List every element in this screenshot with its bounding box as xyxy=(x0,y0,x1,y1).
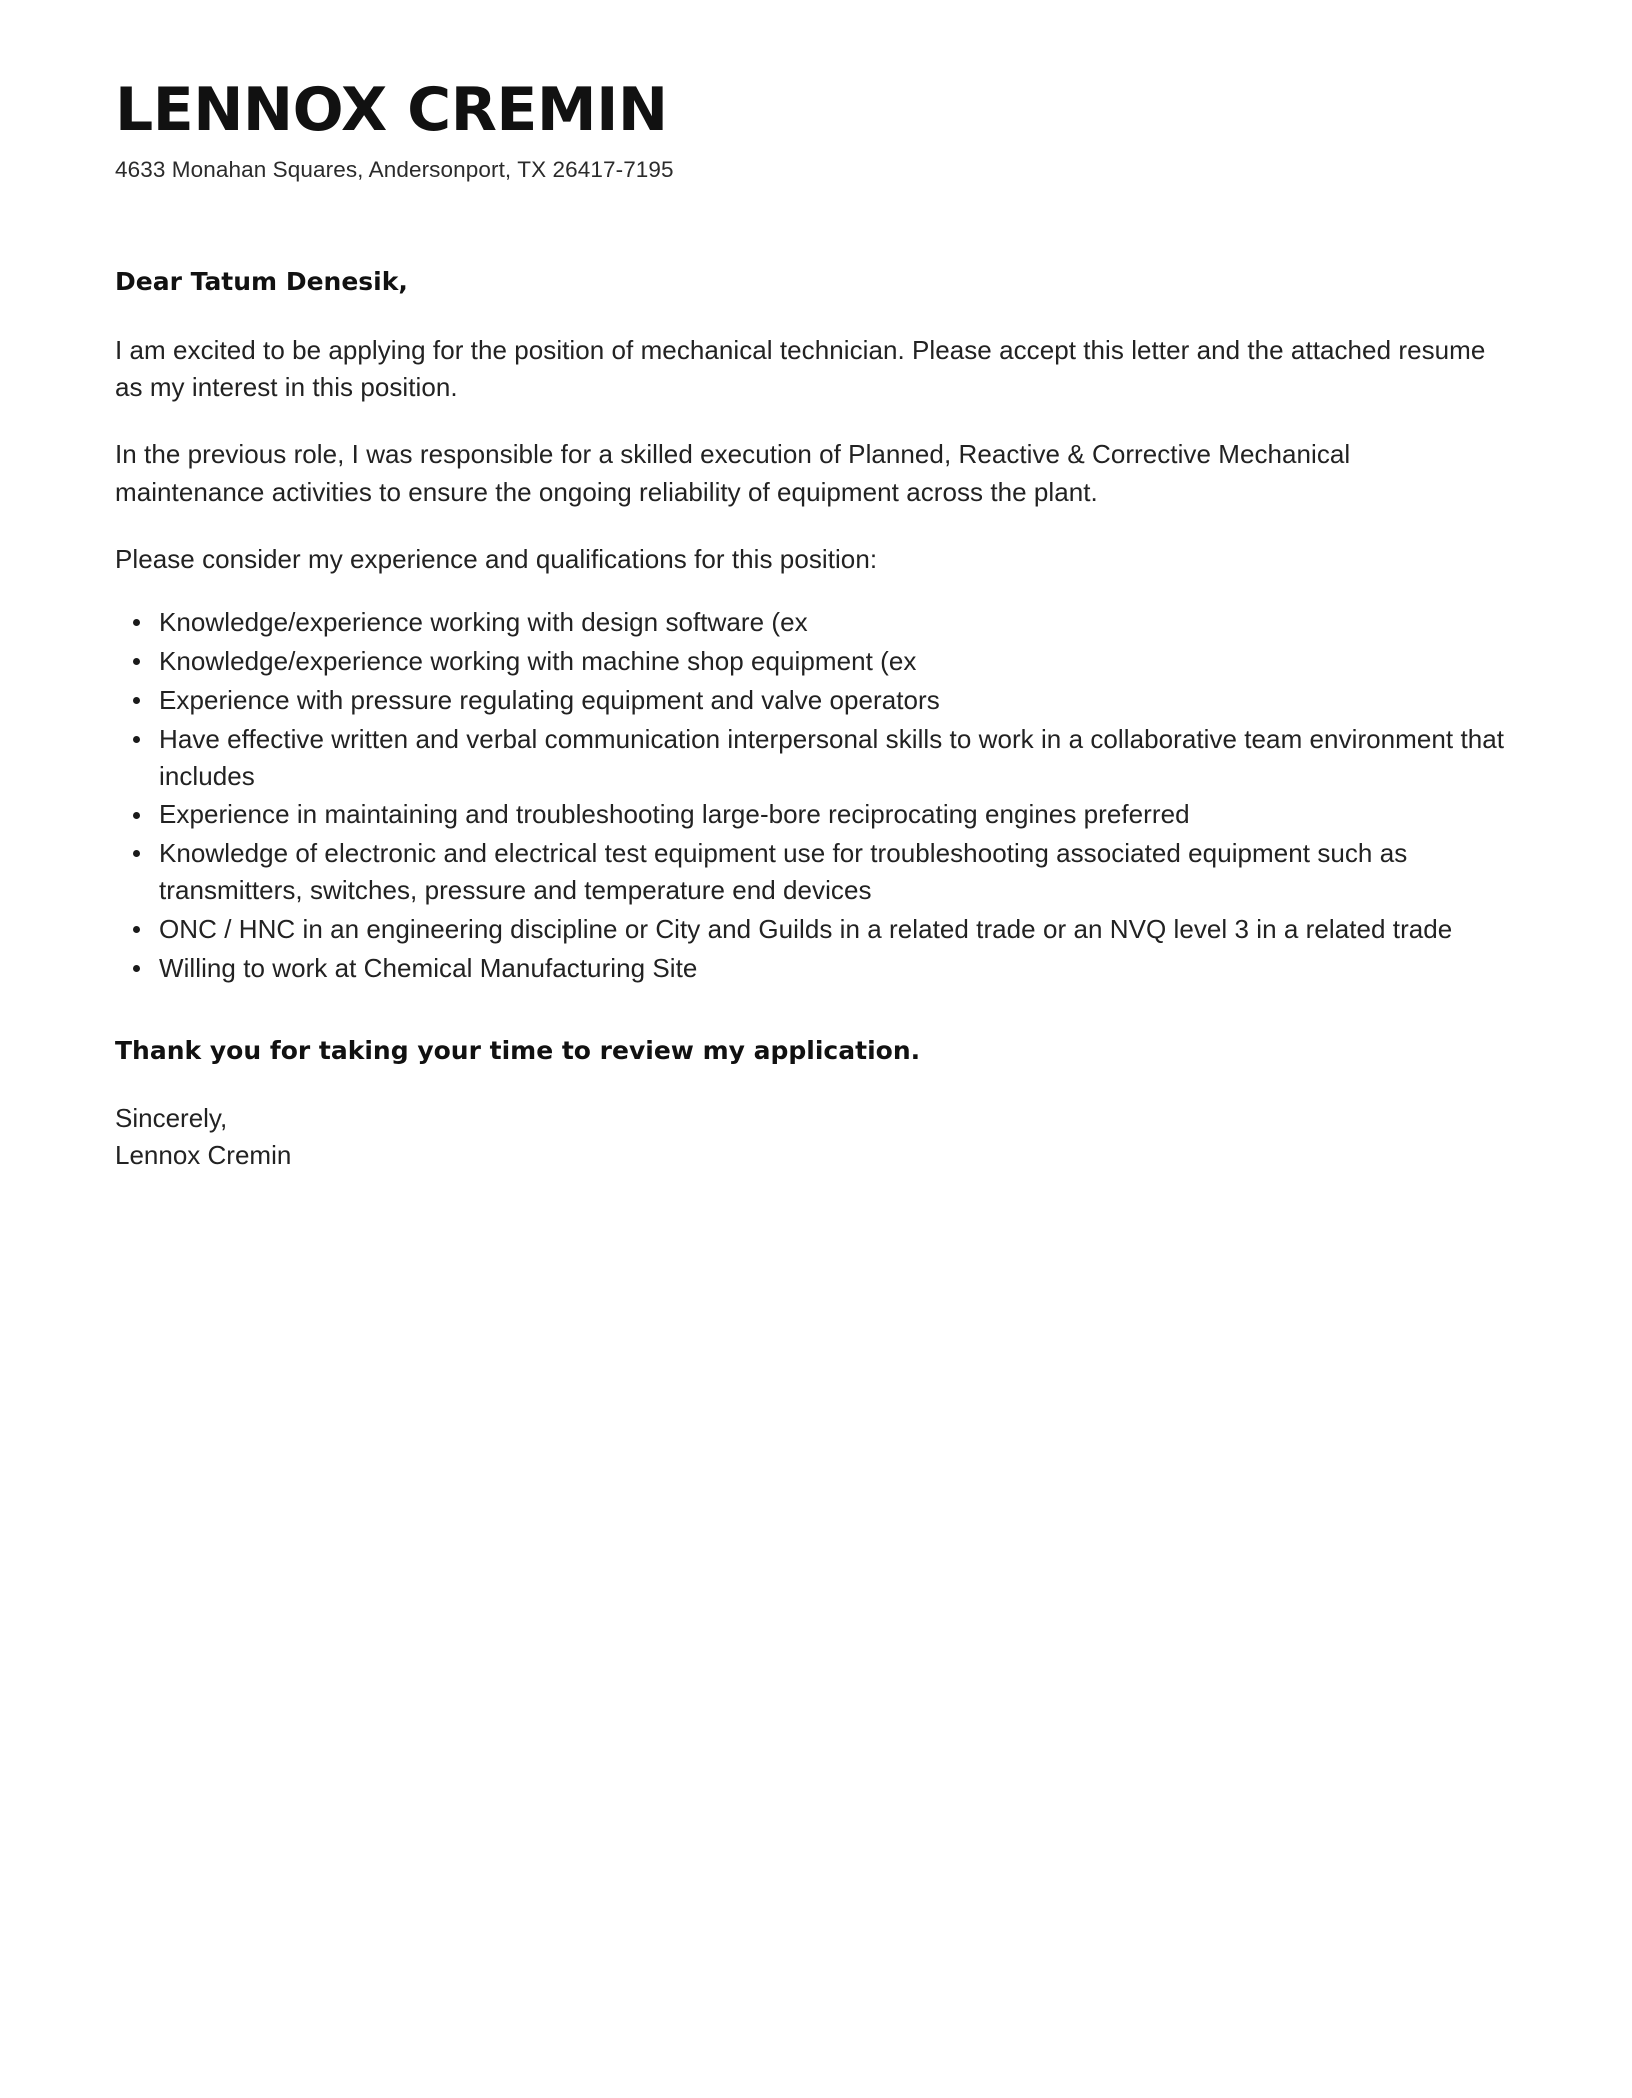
bullet-dot-icon xyxy=(133,736,140,743)
closing-thanks: Thank you for taking your time to review my application. xyxy=(115,1035,921,1065)
bullet-dot-icon xyxy=(133,697,140,704)
list-item-label: Experience with pressure regulating equipment and valve operators xyxy=(159,684,940,715)
list-item xyxy=(115,682,1505,719)
list-item xyxy=(115,911,1505,948)
list-item xyxy=(115,796,1505,833)
list-item-label: Knowledge/experience working with machine shop equipment (ex xyxy=(159,645,917,676)
body-paragraph-qualifications-intro: Please consider my experience and qualifications for this position: xyxy=(115,543,878,574)
bullet-dot-icon xyxy=(133,965,140,972)
qualifications-list xyxy=(115,604,1505,987)
candidate-name: LENNOX CREMIN xyxy=(115,75,668,145)
bullet-dot-icon xyxy=(133,850,140,857)
bullet-dot-icon xyxy=(133,619,140,626)
list-item-label: Experience in maintaining and troubleshooting large-bore reciprocating engines preferred xyxy=(159,799,1190,830)
list-item-label: Knowledge/experience working with design software (ex xyxy=(159,606,808,637)
salutation: Dear Tatum Denesik, xyxy=(115,267,408,297)
body-paragraph-experience: In the previous role, I was responsible for a skilled execution of Planned, Reactive & Corrective Mechanical maintenance activities to ensure the ongoing reliability of equipment across the plant. xyxy=(115,439,1351,507)
signoff-closing: Sincerely, xyxy=(115,1102,228,1133)
letter-content xyxy=(115,75,1505,1174)
list-item xyxy=(115,835,1505,909)
bullet-dot-icon xyxy=(133,658,140,665)
bullet-dot-icon xyxy=(133,926,140,933)
list-item-label: Knowledge of electronic and electrical test equipment use for troubleshooting associated equipment such as transmitters, switches, pressure and temperature end devices xyxy=(159,838,1408,906)
signoff-block xyxy=(115,1100,1505,1174)
list-item xyxy=(115,721,1505,795)
list-item xyxy=(115,950,1505,987)
signoff-name: Lennox Cremin xyxy=(115,1140,292,1171)
candidate-address: 4633 Monahan Squares, Andersonport, TX 26417-7195 xyxy=(115,156,674,182)
bullet-dot-icon xyxy=(133,812,140,819)
list-item xyxy=(115,643,1505,680)
letter-body xyxy=(115,264,1505,1174)
list-item xyxy=(115,604,1505,641)
list-item-label: Have effective written and verbal communication interpersonal skills to work in a collaborative team environment that includes xyxy=(159,723,1505,791)
list-item-label: ONC / HNC in an engineering discipline or City and Guilds in a related trade or an NVQ level 3 in a related trade xyxy=(159,914,1453,945)
body-paragraph-intro: I am excited to be applying for the position of mechanical technician. Please accept this letter and the attached resume as my interest in this position. xyxy=(115,335,1486,403)
list-item-label: Willing to work at Chemical Manufacturing Site xyxy=(159,953,698,984)
letter-header xyxy=(115,75,1505,184)
